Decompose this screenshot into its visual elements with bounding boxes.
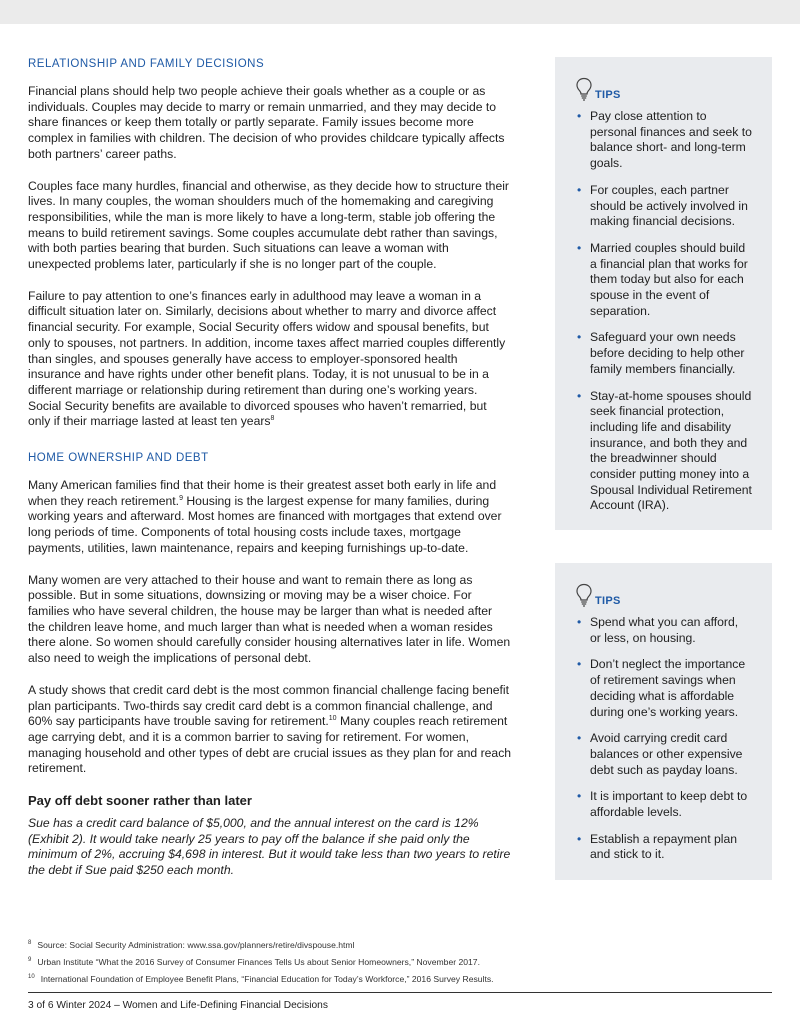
tip-item: • Establish a repayment plan and stick to it. xyxy=(575,832,752,863)
footnote-text: Urban Institute “What the 2016 Survey of Consumer Finances Tells Us about Senior Homeowners,” November 2017. xyxy=(37,957,480,967)
example-paragraph: Sue has a credit card balance of $5,000, and the annual interest on the card is 12% (Exhibit 2). It would take nearly 25 years to pay off the balance if she paid only the minimum of 2%, accruing $4,698 in interest. But it would take less than two years to retire the debt if Sue paid $250 each month. xyxy=(28,816,511,878)
tips-header xyxy=(575,583,752,607)
lightbulb-icon xyxy=(575,583,593,607)
tip-item: • Don’t neglect the importance of retirement savings when deciding what is affordable during one’s working years. xyxy=(575,657,752,720)
footnote xyxy=(28,937,768,954)
tip-item: • Pay close attention to personal finances and seek to balance short- and long-term goals. xyxy=(575,109,752,172)
paragraph xyxy=(28,683,512,777)
tip-item: • Married couples should build a financial plan that works for them today but also for each spouse in the event of separation. xyxy=(575,241,752,320)
footnote-number: 9 xyxy=(28,957,32,964)
paragraph: Couples face many hurdles, financial and otherwise, as they decide how to structure their lives. In many couples, the woman shoulders much of the homemaking and caregiving responsibilities, while the man is more likely to have a long-term, stable job offering the means to build retirement savings. Some couples accumulate debt rather than savings, with both parties bearing that burden. Such situations can leave a woman with unexpected problems later, particularly if she is no longer part of the couple. xyxy=(28,178,509,272)
paragraph: Many women are very attached to their house and want to remain there as long as possible. But in some situations, downsizing or moving may be a wiser choice. For families who have several children, the house may be larger than what is needed after the children leave home, and much larger than what is needed when a woman resides there alone. So women should carefully consider housing alternatives later in life. Women also need to weigh the implications of personal debt. xyxy=(28,572,511,666)
section-heading-relationship: RELATIONSHIP AND FAMILY DECISIONS xyxy=(28,58,265,70)
paragraph xyxy=(28,289,512,430)
paragraph-text: Many couples reach retirement age carrying debt, and it is a common barrier to saving for retirement. For women, managing household and other types of debt are crucial issues as they plan for and reach retirement. xyxy=(28,714,512,776)
paragraph: Financial plans should help two people achieve their goals whether as a couple or as individuals. Couples may decide to marry or remain unmarried, and they may decide to share finances or keep them totally or partly separate. Family issues become more complex in families with children. The decision of who provides childcare typically affects both partners’ career paths. xyxy=(28,84,505,161)
paragraph-text: Many American families find that their home is their greatest asset both early in life and when they reach retirement. xyxy=(28,478,497,508)
tip-item: • Spend what you can afford, or less, on housing. xyxy=(575,615,752,646)
footnote xyxy=(28,954,768,971)
tip-item: • Stay-at-home spouses should seek financial protection, including life and disability insurance, and both they and the breadwinner should consider putting money into a Spousal Individual Retirement Account (IRA). xyxy=(575,389,752,515)
section-heading-home-ownership: HOME OWNERSHIP AND DEBT xyxy=(28,452,209,465)
footnote-number: 10 xyxy=(28,974,35,981)
subheading-pay-off-debt: Pay off debt sooner rather than later xyxy=(28,793,252,809)
tip-item: • It is important to keep debt to affordable levels. xyxy=(575,789,752,820)
top-bar xyxy=(0,0,800,24)
paragraph-text: Failure to pay attention to one’s finances early in adulthood may leave a woman in a difficult situation later on. Similarly, decisions about whether to marry and divorce affect financial security. For example, Social Security offers widow and spousal benefits, but only to spouses, not partners. In addition, income taxes affect married couples differently than singles, and spouses generally have access to employer-sponsored health insurance and have rights under other benefit plans. Today, it is not unusual to be in a different marriage or relationship during retirement than during one’s working years. Social Security benefits are available to divorced spouses who haven’t remarried, but only if their marriage lasted at least ten years xyxy=(28,288,506,429)
tips-list xyxy=(575,615,752,863)
tip-item: • Safeguard your own needs before deciding to help other family members financially. xyxy=(575,330,752,377)
tips-label: TIPS xyxy=(595,595,621,607)
footer-divider xyxy=(28,992,772,993)
main-column xyxy=(28,58,512,895)
footnote-text: Source: Social Security Administration: www.ssa.gov/planners/retire/divspouse.html xyxy=(37,940,355,950)
tip-item: • Avoid carrying credit card balances or other expensive debt such as payday loans. xyxy=(575,731,752,778)
tips-label: TIPS xyxy=(595,89,621,101)
tip-item: • For couples, each partner should be actively involved in making financial decisions. xyxy=(575,183,752,230)
tips-box-1 xyxy=(555,57,772,530)
lightbulb-icon xyxy=(575,77,593,101)
footnote xyxy=(28,971,768,988)
tips-box-2 xyxy=(555,563,772,880)
footnote-ref: 8 xyxy=(270,415,275,423)
footnote-ref: 10 xyxy=(328,715,337,723)
paragraph-text: Housing is the largest expense for many families, during working years and afterward. Most homes are financed with mortgages that extend over long periods of time. Components of total housing costs include taxes, mortgage payments, utilities, lawn maintenance, repairs and keeping furnishings up-to-date. xyxy=(28,493,502,555)
tips-list xyxy=(575,109,752,514)
footnotes xyxy=(28,937,768,988)
paragraph-text: A study shows that credit card debt is the most common financial challenge facing benefit plan participants. Two-thirds say credit card debt is a common financial challenge, and 60% say participants have trouble saving for retirement. xyxy=(28,682,509,729)
paragraph xyxy=(28,478,512,557)
page-footer: 3 of 6 Winter 2024 – Women and Life-Defining Financial Decisions xyxy=(28,1000,328,1011)
tips-header xyxy=(575,77,752,101)
footnote-text: International Foundation of Employee Benefit Plans, “Financial Education for Today’s Workforce,” 2016 Survey Results. xyxy=(40,974,494,984)
footnote-number: 8 xyxy=(28,940,32,947)
footnote-ref: 9 xyxy=(179,494,183,502)
